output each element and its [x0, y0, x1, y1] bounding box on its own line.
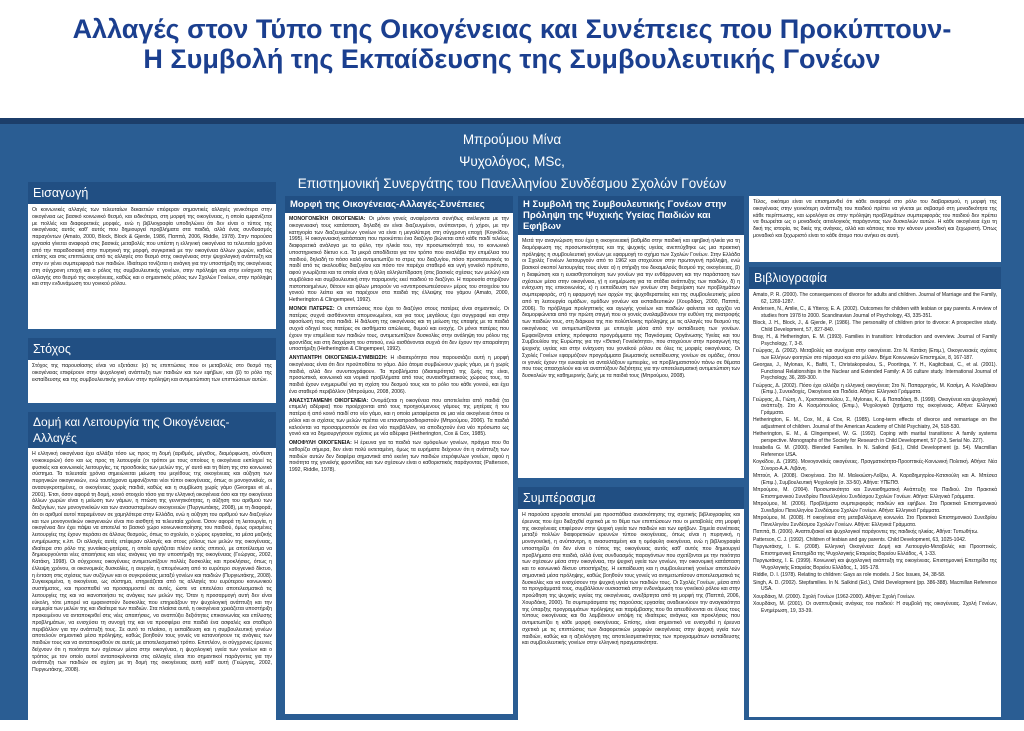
column-4	[749, 196, 1001, 717]
section-body-contribution	[518, 235, 744, 478]
reference-item: Χουρδάκη, Μ. (2000). Σχολή Γονέων (1962-2000). Αθήνα: Σχολή Γονέων.	[753, 593, 916, 600]
reference-item: Patterson, C. J. (1992). Children of lesbian and gay parents. Child Development, 63, 1025-1042.	[753, 536, 967, 543]
reference-item: Μπτούτ, Α. (2008). Οικογένεια. Στο Μ. Μαλικιώση-Λοΐζου, Α. Καραδημητρίου-Κατσιούλη και Α. Μπέσεα (Επιμ.), Συμβουλευτική Ψυχολογία (σ. 33-50). Αθήνα: ΥΠΕΠΘ.	[753, 473, 997, 486]
lead-single-fathers: ΜΟΝΟΙ ΠΑΤΕΡΕΣ:	[289, 305, 335, 312]
reference-item: Μπρούμου, Μ. (2004). Προσωπικότητα και Συναισθηματική Ανάπτυξη του Παιδιού. Στο Πρακτικά Επιστημονικού Συνεδρίου Πανελληνίου Συνδέσμου Σχολών Γονέων. Αθήνα: Ελληνικά Γράμματα.	[753, 487, 997, 500]
paragraph-single-fathers	[289, 306, 509, 353]
section-heading-goal: Στόχος	[28, 338, 276, 360]
reference-item: Γεώργας, Δ., Γιώτη, Λ., Χριστακοπούλου, Σ., Mylonas, K., & Παπαδάκη, Β. (1999). Οικογένεια και ψυχολογική ανάπτυξη. Στο Α. Κοσμόπουλος (Επιμ.), Ψυχολογικά ζητήματα της οικογένειας. Αθήνα: Ελληνικά Γράμματα.	[753, 396, 997, 416]
reference-item: Hetherington, E. M., & Clingempeel, W. G. (1992). Coping with marital transitions: A family systems perspective. Monographs of the Society for Research in Child Development, 57 (2-3, Serial No. 227).	[753, 431, 997, 444]
reference-item: Μπρούμου, Μ. (2008). Η οικογένεια στη μεταβαλλόμενη κοινωνία. Στο Πρακτικά Επιστημονικού Συνεδρίου Πανελληνίου Συνδέσμου Σχολών Γονέων. Αθήνα: Ελληνικά Γράμματα.	[753, 515, 997, 528]
section-heading-intro: Εισαγωγή	[28, 182, 276, 204]
lead-cohabitation: ΑΝΥΠΑΝΤΡΗ ΟΙΚΟΓΕΝΕΙΑ-ΣΥΜΒΙΩΣΗ:	[289, 355, 388, 361]
reference-item: Bray, H., & Hetherington, E. M. (1993). Families in transition: Introduction and overview. Journal of Family Psychology, 7, 3-8.	[753, 334, 997, 347]
section-body-goal	[28, 360, 276, 403]
section-heading-contribution: Η Συμβολή της Συμβουλευτικής Γονέων στην Πρόληψη της Ψυχικής Υγείας Παιδιών και Εφήβων	[518, 196, 744, 235]
reference-item: Παππά, Β. (2006). Αναπτυξιακοί και ψυχολογικοί παράγοντες της παιδικής ηλικίας. Αθήνα: Τυπωθήτω.	[753, 529, 979, 535]
reference-item: Πυργιωτάκης, Ι. Ε. (1999). Κοινωνική και ψυχολογική ανάπτυξη της οικογένειας. Επιστημονική Επετηρίδα της Ψυχολογικής Εταιρείας Βορείου Ελλάδος, 1, 165-178.	[753, 558, 997, 571]
section-body-summary	[518, 509, 744, 727]
section-heading-summary: Συμπέρασμα	[518, 487, 744, 509]
lead-blended: ΑΝΑΣΥΣΤΑΜΕΝΗ ΟΙΚΟΓΕΝΕΙΑ:	[289, 397, 369, 404]
reference-item: Μπρούμου, Μ. (2006). Προβλήματα συμπεριφοράς παιδιών και εφήβων. Στο Πρακτικά Επιστημονικού Συνεδρίου Πανελληνίου Συνδέσμου Σχολών Γονέων. Αθήνα: Ελληνικά Γράμματα.	[753, 501, 997, 514]
reference-item: Γεώργας, Δ. (2002). Πόσο έχει αλλάξει η ελληνική οικογένεια; Στο Ν. Παπαρρηγός, Μ. Κασίμη, Α. Κολοβάκου (Επιμ.), Συνεκδοχές, Οικογένεια και Παιδεία. Αθήνα: Ελληνικά Γράμματα.	[753, 382, 997, 395]
reference-item: Hetherington, E. M., Cox, M., & Cox, R. (1985). Long-term effects of divorce and remarriage on the adjustment of children. Journal of the American Academy of Child Psychiatry, 24, 518-530.	[753, 417, 997, 430]
poster-title-line-2: Η Συμβολή της Εκπαίδευσης της Συμβουλευτικής Γονέων	[143, 44, 881, 74]
text-single-parent: Οι μόνοι γονείς αναφέρονται συνήθως ανέλεγκτα με την οικογενειακή τους κατάσταση, δηλαδή αν είναι διαζευγμένοι, ανύπαντροι, ή χήροι, με την κατηγορία των διαζευγμένων γονέων να είναι η μεγαλύτερη στη σύγχρονη εποχή (Κογκίδου, 1995). Η οικογενειακή κατάσταση που προκύπτει ένα διαζύγιο βιώνεται από κάθε παιδί τελείως διαφορετικά ανάλογα με τα φύλο, την ηλικία του, την προσωπικότητά του, το κοινωνικό υποστηρικτικό δίκτυο κ.α. Τα μικρά αποδίδεται για τον τρόπο που αναλάβει την επιμέλεια του παιδιού, δηλαδή το πόσο καλά αντιμετωπίζει το στρες του διαζυγίου, πόσο προστατευτικός το παιδί από τις ακολουθίες διαζυγίου και πόσο τον παρέχει σταθερό και υγιή γονεϊκό πρότυπο, αφού γνωρίζεται και τα οποία είναι η άλλη αλληλεπίδραση (στις βασικές σχέσεις των μελών) και συμβόλαιο και συμβουλευτική στην παραμονής εκεί παιδιού το διαζύγιο. Η παρουσία στηρίζουν πιστοποιημένων, θέτουν και φίλων μπορούν να «αντιπροσωπεύσουν» μέρος του στοιχείου του γονιού που λείπει και να παρέχουν στα παιδιά της έλλειψης του γάμου (Amato, 2000, Hetherington & Clingempeel, 1992).	[289, 216, 510, 303]
section-heading-references: Βιβλιογραφία	[749, 267, 1001, 289]
text-cohabitation: Η ιδιαιτερότητα που παρουσιάζει αυτή η μορφή οικογένειας είναι ότι δεν προϋποθέτει το γάμο. Δύο άτομα συμβιώνουν χωρίς γάμο, με ή χωρίς παιδιά, αλλά δεν συνυπογράφουν. Τα προβλήματα (ιδιαιτερότητα) της ζωής της είναι, προσωπικά, κοινωνικά και νομικά προβλήματα από τους συναισθηματικούς χώρους τους, τα παιδιά έχουν ενημερωθεί για τη σχέση του δεσμού τους και το ρόλο του κάθε γονιού, και έχει ένα σταθερό περιβάλλον (Μπρούμου, 2008, 2006).	[289, 355, 509, 395]
reference-item: Κογκίδου, Δ. (1995). Μονογονεϊκές οικογένειες. Πραγματικότητα-Προοπτικές-Κοινωνική Πολιτική. Αθήνα: Νέα Σύνορα-Α.Α. Λιβάνη.	[753, 459, 997, 472]
closing-text: Τέλος, οικότιμο είναι να επισημανθεί ότι κάθε αναφορά στο ρόλο του διαβαρισμού, η μορφή της οικογένειας στην γενικότερη ανάπτυξη του παιδιού πρέπει να γίνεται με σεβασμό στη μοναδικότητα της κάθε περίπτωσης, και ωρολόγια σε στην πρόληψη προβλημάτων συμπεριφοράς του παιδιού δεν πρέπει να θεωρείται ως ο μοναδικός αιτιολογικός παράγοντας των δυσκολιών αυτών. Η κάθε οικογένεια έχει τη δική της ιστορία, τις δικές της ανάγκες, αλλά και κάποιες που την κάνουν μοναδική και ξεχωριστή. Όπως μοναδικό και ξεχωριστό είναι το κάθε άτομο που ανήκει σε αυτή.	[753, 199, 997, 239]
section-body-family-forms	[285, 213, 513, 714]
reference-item: Amato, P. R. (2000). The consequences of divorce for adults and children. Journal of Marriage and the Family, 62, 1269-1287.	[753, 292, 997, 305]
intro-text: Οι κοινωνικές αλλαγές των τελευταίων δεκαετιών επέφεραν σημαντικές αλλαγές γενικότερα στην οικογένεια ως βασικό κοινωνικό θεσμό, και ειδικότερα, στη μορφή της οικογένειας, η οποία εμφανίζεται με πολλές και διαφορετικές μορφές, ενώ η βιβλιογραφία υποδηλώνει ότι δεν είναι ο τύπος της οικογένειας αυτός καθ' αυτός που δημιουργεί προβλήματα στα παιδιά, αλλά ένας συνδυασμός παραγόντων (Amato, 2000, Block, Block & Gjerde, 1986, Παππά, 2006, Riddle, 1978). Στην παρούσα εργασία γίνεται αναφορά στις βασικές μεταβολές που υπέστη η ελληνική οικογένεια τα τελευταία χρόνια από την παραδοσιακή στην πυρηνική της μορφή, συγκριτικά με την οικογένεια άλλων χωρών, καθώς επίσης και στις επιπτώσεις από τις αλλαγές στο θεσμό στης οικογένειας στην ψυχολογική ανάπτυξη και στην εν γένει συμπεριφορά των παιδιών. Ιδιαίτερα τονίζεται η ανάγκη για την υποστήριξη της οικογένειας στη σύγχρονη εποχή και ο ρόλος της συμβουλευτικής γονέων, στην πρόληψη και στην ενίσχυση της αλλαγής στο θεσμό της οικογένειας, καθώς και ο σημαντικός ρόλος των Σχολών Γονέων, στην πρόληψη και στην ενδυνάμωση του γονικού ρόλου.	[32, 207, 272, 288]
text-same-sex: Η έρευνα για τα παιδιά των ομόφυλων γονέων, πράγμα που θα καθορίζει σήμερα, δεν είναι πολύ εκτεταμένη, όμως τα ευρήματα δείχνουν ότι η ανάπτυξη των παιδιών αυτών δεν διαφέρει σημαντικά από εκείνη των παιδιών ετερόφυλων γονέων, αφού η ποιότητα της γονεϊκής φροντίδας και των σχέσεων είναι ο καθοριστικός παράγοντας (Patterson, 1992, Riddle, 1978).	[289, 440, 510, 473]
structure-text: Η ελληνική οικογένεια έχει αλλάξει τόσο ως προς τη δομή (αριθμός, μέγεθος, διαμόρφωση, σύνθεση νοικοκυριών) όσο και ως προς τη λειτουργία (οι τρόποι με τους οποίους η οικογένεια εκπληρεί τις φυσικές και κοινωνικές λειτουργίες, τις προσδοκίες των μελών της, γι' αυτό και τη θέση της στο κοινωνικό σύστημα. Τα τελευταία χρόνια σημειώνεται μείωση του μεγέθους της οικογένειας και αύξηση των πυρηνικών οικογενειών, ενώ ταυτόχρονα εμφανίζονται νέοι τύποι οικογένειας, όπως οι μονογονεϊκές, οι ανασυγκροτημένες, οι οικογένειες χωρίς παιδιά, καθώς και η συμβίωση χωρίς γάμο (Georgas et al., 2001). Έτσι, όσον αφορά τη δομή, κοινό στοιχείο τόσο για την ελληνική οικογένεια όσο και την οικογένεια άλλων χωρών είναι η μείωση των γάμων, η πτώση της γεννητικότητας, η αύξηση του αριθμού των διαζυγίων, των μονογονεϊκών και των ανασυσταμένων οικογενειών (Πυργιωτάκης, 2008), με τη διαφορά, ότι οι αριθμοί αυτοί παραμένουν σε χαμηλότερα στην Ελλάδα, ενώ η αύξηση του αριθμού των διαζυγίων και των μονογονεϊκών οικογενειών είναι πιο αισθητή τα τελευταία χρόνια. Όσον αφορά τη λειτουργία, η οικογένεια δεν έχει πάψει να αποτελεί το βασικό χώρο κοινωνικοποίησης του παιδιού, όμως ορισμένες λειτουργίες της έχουν περάσει σε άλλους θεσμούς, όπως το σχολείο, ο χώρος εργασίας, τα μέσα μαζικής ενημέρωσης κ.λπ. Οι αλλαγές αυτές επέφεραν αλλαγές και στους ρόλους των μελών της οικογένειας, ιδιαίτερα στο ρόλο της γυναίκας-μητέρας, η οποία εργάζεται πλέον εκτός σπιτιού, με αποτέλεσμα να δημιουργούνται νέες απαιτήσεις και νέες ανάγκες για την υποστήριξη της οικογένειας (Γεώργας, 2002, Κατάκη, 1998). Οι σύγχρονες οικογένειες αντιμετωπίζουν πολλές δυσκολίες και προκλήσεις, όπως η έλλειψη χρόνου, οι οικονομικές δυσκολίες, η ανεργία, η απομόνωση από το ευρύτερο συγγενικό δίκτυο, η ένταση στις σχέσεις των συζύγων και οι συγκρούσεις μεταξύ γονέων και παιδιών (Πυργιωτάκης, 2008). Συγκεκριμένα, η οικογένεια, ως σύστημα, επηρεάζεται από τις αλλαγές του ευρύτερου κοινωνικού συστήματος, και προσπαθεί να προσαρμοστεί σε αυτές, ώστε να επιτελέσει αποτελεσματικά τις λειτουργίες της και να ικανοποιήσει τις ανάγκες των μελών της. Όταν η προσαρμογή αυτή δεν είναι εύκολη, τότε μπορεί να εμφανιστούν δυσκολίες που επηρεάζουν την ψυχολογική ανάπτυξη και την ευημερία των μελών της και ιδιαίτερα των παιδιών. Στα πλαίσια αυτά, η οικογένεια χρειάζεται υποστήριξη προκειμένου να ανταποκριθεί στις νέες απαιτήσεις, να αναπτύξει δεξιότητες επικοινωνίας και επίλυσης προβλημάτων, να ενισχύσει τη συνοχή της και να προσφέρει στα παιδιά ένα ασφαλές και σταθερό περιβάλλον για την ανάπτυξή τους. Σε αυτό το πλαίσιο, η εκπαίδευση και η συμβουλευτική γονέων αποτελούν σημαντικά μέσα πρόληψης, καθώς βοηθούν τους γονείς να κατανοήσουν τις ανάγκες των παιδιών τους και να ανταποκριθούν σε αυτές με αποτελεσματικό τρόπο. Επιπλέον, οι σύγχρονες έρευνες δείχνουν ότι η ποιότητα των σχέσεων μέσα στην οικογένεια, η ψυχολογική υγεία των γονέων και ο τρόπος με τον οποίο αυτοί ανταποκρίνονται στις αλλαγές είναι πιο σημαντικοί παράγοντες για την ανάπτυξη των παιδιών σε σχέση με τη δομή της οικογένειας αυτή καθ' αυτή (Γεώργας, 2002, Πυργιωτάκης, 2008).	[32, 451, 273, 673]
column-1	[28, 182, 276, 731]
reference-item: Georgas, J., Mylonas, K., Bafiti, T., Christakopoulou, S., Poortinga, Y. H., Kagitcibasi, C., et al. (2001). Functional Relationships in the Nuclear and Extended Family: A 16 culture study. International Journal of Psychology, 36, 289-300.	[753, 362, 997, 381]
reference-item: Block, J. H., Block, J., & Gjerde, P. (1986). The personality of children prior to divorce: A prospective study. Child Development, 57, 827-840.	[753, 320, 997, 333]
column-2	[285, 196, 513, 714]
reference-item: Riddle, D. I. (1978). Relating to children: Gays as role models. J Soc Issues, 34, 38-58.	[753, 572, 946, 578]
summary-text: Η παρούσα εργασία αποτελεί μια προσπάθεια ανασκόπησης της σχετικής βιβλιογραφίας και έρευνας που έχει διεξαχθεί σχετικά με το θέμα των επιπτώσεων που οι μεταβολές στη μορφή της οικογένειας επιφέρουν στην ψυχική υγεία των παιδιών και των εφήβων. Σημεία συνέπειας μεταξύ πολλών διαφορετικών ερευνών τύπου οικογένειας, όπως είναι η πυρηνική, η μονογονεϊκή, η ανύπαντρη, η ανασυσταμένη και η ομόφυλη οικογένεια, ενώ η βιβλιογραφία υποστηρίζει ότι δεν είναι ο τύπος της οικογένειας αυτός καθ' αυτός που δημιουργεί προβλήματα στα παιδιά, αλλά ένας συνδυασμός παραγόντων που σχετίζονται με την ποιότητα των σχέσεων μέσα στην οικογένεια, την ψυχική υγεία των γονέων, την οικονομική κατάσταση και το κοινωνικό δίκτυο υποστήριξης. Η εκπαίδευση και η συμβουλευτική γονέων αποτελούν σημαντικά μέσα πρόληψης, καθώς βοηθούν τους γονείς να αντιμετωπίσουν αποτελεσματικά τις δυσκολίες και να ενισχύσουν την ψυχική υγεία των παιδιών τους. Οι Σχολές Γονέων, μέσα από τα προγράμματά τους, συμβάλλουν ουσιαστικά στην ενδυνάμωση του γονεϊκού ρόλου και στην προώθηση της ψυχικής υγείας της οικογένειας, ανεξάρτητα από τη μορφή της (Παππά, 2006, Χουρδάκη, 2000). Τα συμπεράσματα της παρούσας εργασίας αναδεικνύουν την αναγκαιότητα της ύπαρξης προγραμμάτων πρόληψης και παρέμβασης που θα απευθύνονται σε όλους τους τύπους οικογένειας και θα λαμβάνουν υπόψη τις ιδιαίτερες ανάγκες και προκλήσεις που αντιμετωπίζει η κάθε μορφή οικογένειας. Επίσης, είναι σημαντικό να ενισχυθεί η έρευνα σχετικά με τις επιπτώσεις των διαφορετικών μορφών οικογένειας στην ψυχική υγεία των παιδιών, καθώς και η αξιολόγηση της αποτελεσματικότητας των προγραμμάτων εκπαίδευσης και συμβουλευτικής γονέων στην ελληνική πραγματικότητα.	[522, 512, 740, 647]
poster-title	[0, 14, 1024, 74]
section-body-structure	[28, 448, 276, 731]
author-affiliation: Επιστημονική Συνεργάτης του Πανελληνίου Συνδέσμου Σχολών Γονέων	[297, 176, 727, 191]
paragraph-blended	[289, 398, 509, 439]
lead-single-parent: ΜΟΝΟΓΟΝΕΪΚΗ ΟΙΚΟΓΕΝΕΙΑ:	[289, 216, 366, 222]
text-blended: Ονομάζεται η οικογένεια που αποτελείται από παιδιά (τα επιμελή αδέρφια) που προέρχονται από τους προηγούμενους γάμους της μητέρας ή του πατέρα ή από κοινό παιδί στο νέο γάμο, και η οποία μεταφέρεται σε μια νέα οικογένεια όπου οι ρόλοι και οι σχέσεις των μελών πρέπει να επαναπροσδιοριστούν (Μπρούμου, 2006). Τα παιδιά καλούνται να προσαρμοστούν σε ένα νέο περιβάλλον, να αποδεχτούν ένα νέο πρόσωπο ως γονιό και να δημιουργήσουν σχέσεις με νέα αδέρφια (Hetherington, Cox & Cox, 1985).	[289, 397, 509, 438]
section-heading-family-forms: Μορφή της Οικογένειας-Αλλαγές-Συνέπειες	[285, 196, 513, 213]
goal-text: Στόχος της παρουσίασης είναι να εξετάσει: (α) τις επιπτώσεις που οι μεταβολές στο θεσμό της οικογένειας επιφέρουν στην ψυχολογική ανάπτυξη των παιδιών και των εφήβων, και (β) το ρόλο της εκπαίδευσης και της συμβουλευτικής γονέων στην πρόληψη και αντιμετώπιση των επιπτώσεων αυτών.	[32, 363, 272, 383]
author-role: Ψυχολόγος, MSc,	[459, 154, 565, 169]
reference-item: Πυργιωτάκης, Ι. Ε. (2008). Ελληνική Οικογένεια: Δομή και Λειτουργία-Μεταβολές και Προοπτικές. Επιστημονική Επετηρίδα της Ψυχολογικής Εταιρείας Βορείου Ελλάδος, 4, 1-33.	[753, 544, 997, 557]
title-bar	[0, 0, 1024, 118]
reference-item: Χουρδάκη, Μ. (2001). Οι αναπτυξιακές ανάγκες του παιδιού: Η συμβολή της οικογένειας. Σχολή Γονέων, Ενημέρωση, 19, 33-39.	[753, 601, 997, 614]
paragraph-same-sex	[289, 440, 509, 474]
section-body-closing	[749, 196, 1001, 262]
section-heading-structure: Δομή και Λειτουργία της Οικογένειας-Αλλαγές	[28, 412, 276, 448]
author-name: Μπρούμου Μίνα	[462, 132, 562, 147]
lead-same-sex: ΟΜΟΦΥΛΗ ΟΙΚΟΓΕΝΕΙΑ:	[289, 440, 352, 446]
paragraph-cohabitation	[289, 355, 509, 396]
column-3	[518, 196, 744, 727]
contribution-text: Μετά την αναγνώριση που έχει η οικογενειακή βαθμίδα στην παιδική και εφηβική ηλικία για τη διαμόρφωση της προσωπικότητας και της ψυχικής υγείας ανεπτύχθηκε ως μια πρακτική πρόληψης η συμβουλευτική γονέων με εφαρμογή το σχήμα των Σχολών Γονέων. Στην Ελλάδα οι Σχολές Γονέων λειτουργούν από το 1962 και στοχεύουν στην πρωτογενή πρόληψη, ενώ βασικοί σκοποί λειτουργίας τους είναι: α) η στήριξη του δεκαμελούς θεσμού της οικογένειας, β) η διαφώτιση και η ευαισθητοποίηση των γονέων για την ενθάρρυνση και την παράσταση των σχέσεων μέσα στην οικογένεια, γ) η ενημέρωση για τα στάδια ανάπτυξης των παιδιών, δ) η ενίσχυση της επικοινωνίας, ε) η εκπαίδευση των γονέων στη διαχείριση των προβλημάτων συμπεριφοράς, στ) η εφαρμογή των αρχών της ψυχοθεραπείας και της συμβουλευτικής μέσα από τη λειτουργία ομάδων, ομάδων γονέων και εκπαιδευτικών (Χουρδάκη, 2000, Παππά, 2006). Το πρόβλημα προληπτικής και αγωγής γονέων και παιδιών φαίνεται να αρχίζει να διαμορφώνεται από την πρώτη στιγμή που οι γονείς αναλαμβάνουν την ευθύνη της ανατροφής των παιδιών τους, στη διάρκεια της πιο πολύπλοκης πρόληψης με τις αλλαγές του θεσμού της οικογένειας να αντιμετωπίζονται με επιτυχία μέσα από την εκπαίδευση των γονέων. Εμφανίζονται επίσης πρόσφατα προγράμματα της Παγκόσμιας Οργάνωσης Υγείας και του Συμβουλίου της Ευρώπης για την «Θετική Γονεϊκότητα», που στοχεύουν στην προαγωγή της ψυχικής υγείας και στην ενίσχυση του γονεϊκού ρόλου σε όλες τις μορφές οικογένειας. Οι Σχολές Γονέων εφαρμόζουν προγράμματα βιωματικής εκπαίδευσης γονέων σε ομάδες, όπου οι γονείς έχουν την ευκαιρία να ανταλλάξουν εμπειρίες, να προβληματιστούν πάνω σε θέματα που τους απασχολούν και να αναπτύξουν δεξιότητες για την αποτελεσματική αντιμετώπιση των δυσκολιών της καθημερινής ζωής με τα παιδιά τους (Μπρούμου, 2008).	[522, 238, 740, 379]
paragraph-single-parent	[289, 216, 509, 304]
text-single-fathers: Οι επιπτώσεις που έχει το διαζύγιο στους πατέρες είναι σημαντικές. Οι πατέρες συχνά αισθάνονται απομονωμένοι, και για τους μεγάλους έχει συγγραφεί και στην αφοσίωσή τους στα παιδιά. Η διάλυση της οικογένειας και τη μείωση της επαφής με τα παιδιά συχνά οδηγεί τους πατέρες σε αισθήματα απώλειας, θυμού και ενοχής. Οι μόνοι πατέρες που έχουν την επιμέλεια των παιδιών τους, αντιμετωπίζουν δυσκολίες στην ανάληψη του ρόλου της φροντίδας και στη διαχείριση του σπιτιού, ενώ αισθάνονται συχνά ότι δεν έχουν την απαραίτητη υποστήριξη (Hetherington & Clingempeel, 1992).	[289, 305, 509, 353]
section-body-intro	[28, 204, 276, 329]
poster-title-line-1: Αλλαγές στον Τύπο της Οικογένειας και Συνέπειες που Προκύπτουν-	[72, 14, 952, 44]
reference-item: Γεώργας, Δ. (2002). Μεταβολές και συνέχεια στην οικογένεια. Στο Ν. Κατάκη (Επιμ.), Οικογενειακές σχέσεις των Ελλήνων φοιτητών στο πέρασμα και στο μέλλον. Βήμα Κοινωνικών Επιστημών, 8, 167-187.	[753, 348, 997, 361]
reference-item: Singh, A. D. (2002). Stepfamilies. In N. Salkind (Ed.), Child Development (pp. 386-388). Macmillan Reference USA.	[753, 579, 997, 592]
reference-item: Andersen, N., Amlie, C., & Ytteroy, E. A. (2002). Outcomes for children with lesbian or gay parents. A review of studies from 1978 to 2000. Scandinavian Journal of Psychology, 43, 335-351.	[753, 306, 997, 319]
reference-item: Insabella G. M. (2000). Blended Families. In N. Salkind (Ed.), Child Development (p. 54). Macmillan Reference USA.	[753, 445, 997, 458]
references-list	[749, 289, 1001, 717]
poster-body	[0, 118, 1024, 720]
